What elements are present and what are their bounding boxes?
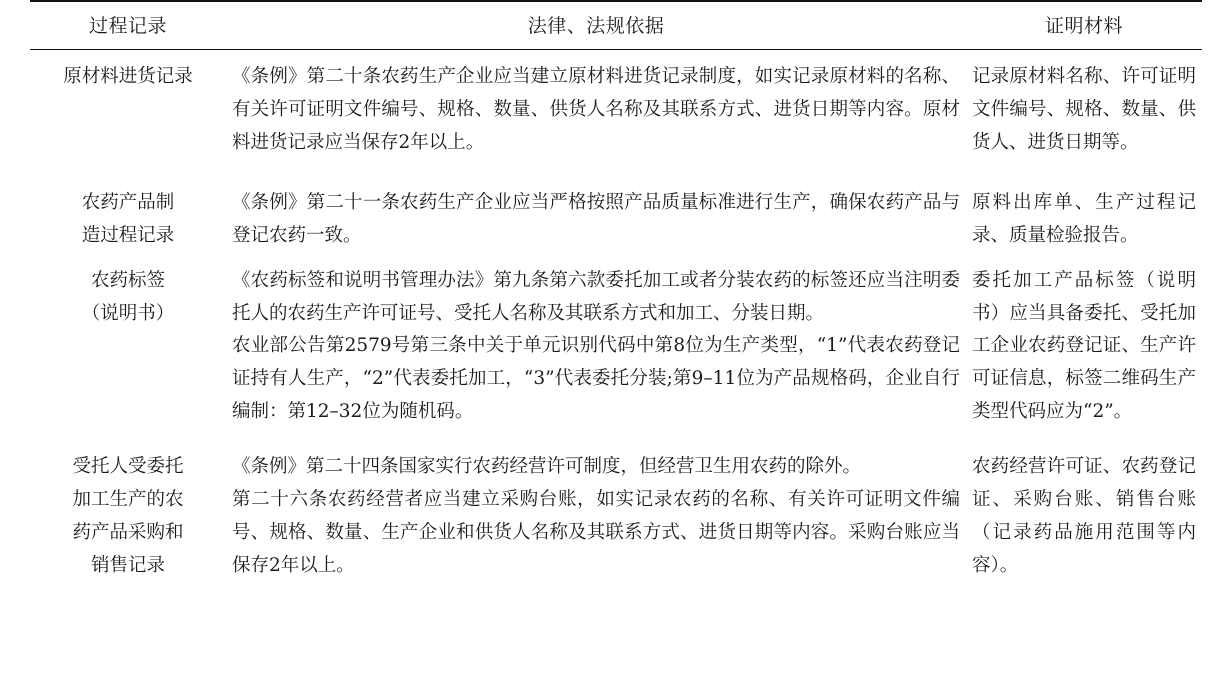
spacer-cell-c xyxy=(966,435,1202,445)
process-line: 原材料进货记录 xyxy=(63,66,193,87)
column-header-evidence: 证明材料 xyxy=(966,1,1202,50)
cell-evidence xyxy=(966,50,1202,171)
evidence-paragraph: 原料出库单、生产过程记录、质量检验报告。 xyxy=(972,191,1196,246)
cell-evidence xyxy=(966,259,1202,436)
cell-basis xyxy=(226,50,966,171)
column-header-basis: 法律、法规依据 xyxy=(226,1,966,50)
spacer-cell-b xyxy=(226,171,966,181)
process-line: 加工生产的农 xyxy=(72,489,184,511)
cell-evidence xyxy=(966,445,1202,589)
spacer-cell-a xyxy=(30,435,226,445)
cell-process xyxy=(30,445,226,589)
column-header-process: 过程记录 xyxy=(30,1,226,50)
table-row xyxy=(30,259,1202,436)
evidence-paragraph: 农药经营许可证、农药登记证、采购台账、销售台账（记录药品施用范围等内容）。 xyxy=(972,456,1196,576)
row-spacer xyxy=(30,435,1202,445)
basis-paragraph: 农业部公告第2579号第三条中关于单元识别代码中第8位为生产类型，“1”代表农药登记证持有人生产，“2”代表委托加工，“3”代表委托分装;第9–11位为产品规格码，企业自行编制：第12–32位为随机码。 xyxy=(232,335,960,423)
table-row xyxy=(30,445,1202,589)
evidence-paragraph: 记录原材料名称、许可证明文件编号、规格、数量、供货人、进货日期等。 xyxy=(972,66,1196,153)
process-line: 销售记录 xyxy=(90,554,165,576)
process-line: （说明书） xyxy=(81,302,175,324)
basis-paragraph: 《条例》第二十一条农药生产企业应当严格按照产品质量标准进行生产，确保农药产品与登记农药一致。 xyxy=(232,191,960,246)
cell-basis xyxy=(226,181,966,259)
cell-process xyxy=(30,259,226,436)
cell-basis xyxy=(226,445,966,589)
table-header xyxy=(30,1,1202,50)
table-row xyxy=(30,181,1202,259)
process-line: 农药标签 xyxy=(90,269,165,291)
table-body xyxy=(30,50,1202,589)
cell-evidence xyxy=(966,181,1202,259)
process-line: 农药产品制 xyxy=(81,191,175,213)
spacer-cell-c xyxy=(966,171,1202,181)
process-line: 造过程记录 xyxy=(81,224,175,246)
basis-paragraph: 《条例》第二十条农药生产企业应当建立原材料进货记录制度，如实记录原材料的名称、有关许可证明文件编号、规格、数量、供货人名称及其联系方式、进货日期等内容。原材料进货记录应当保存2年以上。 xyxy=(232,66,960,153)
basis-paragraph: 第二十六条农药经营者应当建立采购台账，如实记录农药的名称、有关许可证明文件编号、规格、数量、生产企业和供货人名称及其联系方式、进货日期等内容。采购台账应当保存2年以上。 xyxy=(232,489,960,576)
process-line: 受托人受委托 xyxy=(72,456,184,478)
regulation-table xyxy=(30,0,1202,589)
basis-paragraph: 《条例》第二十四条国家实行农药经营许可制度，但经营卫生用农药的除外。 xyxy=(232,456,862,478)
process-line: 药产品采购和 xyxy=(72,522,184,544)
spacer-cell-b xyxy=(226,435,966,445)
basis-paragraph: 《农药标签和说明书管理办法》第九条第六款委托加工或者分装农药的标签还应当注明委托人的农药生产许可证号、受托人名称及其联系方式和加工、分装日期。 xyxy=(232,269,960,324)
cell-process xyxy=(30,50,226,171)
table-row xyxy=(30,50,1202,171)
spacer-cell-a xyxy=(30,171,226,181)
row-spacer xyxy=(30,171,1202,181)
cell-basis xyxy=(226,259,966,436)
evidence-paragraph: 委托加工产品标签（说明书）应当具备委托、受托加工企业农药登记证、生产许可证信息，标签二维码生产类型代码应为“2”。 xyxy=(972,269,1196,423)
cell-process xyxy=(30,181,226,259)
